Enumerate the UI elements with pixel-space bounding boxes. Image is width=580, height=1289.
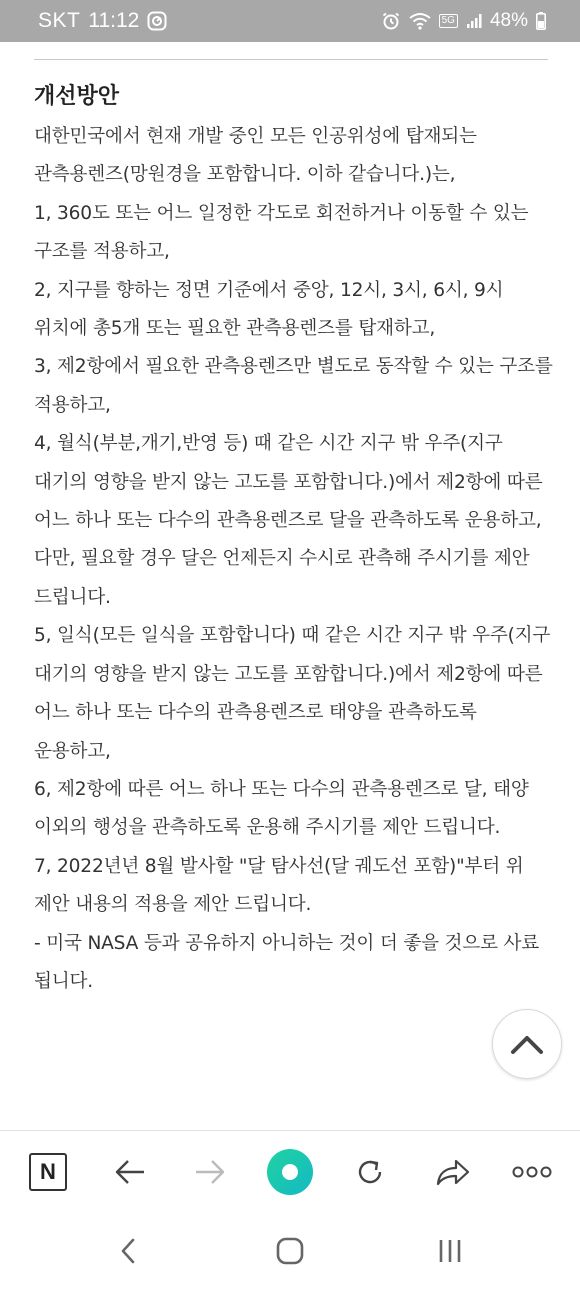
paragraph-item-6: 6, 제2항에 따른 어느 하나 또는 다수의 관측용렌즈로 달, 태양 이외의 행성을 관측하도록 운용해 주시기를 제안 드립니다. (34, 778, 529, 839)
refresh-button[interactable] (350, 1131, 390, 1213)
battery-icon (536, 12, 546, 30)
signal-icon (466, 13, 482, 29)
status-bar (0, 0, 580, 42)
browser-toolbar (0, 1130, 580, 1213)
wifi-icon (409, 12, 431, 30)
nav-back-button[interactable] (108, 1212, 148, 1289)
app-notification-icon (147, 11, 167, 31)
more-button[interactable] (510, 1131, 554, 1213)
back-button[interactable] (108, 1131, 152, 1213)
tabs-icon: N (29, 1153, 67, 1191)
network-5g-icon: 5G (439, 14, 458, 28)
green-dot-button[interactable] (266, 1131, 314, 1213)
refresh-icon (354, 1156, 386, 1188)
nav-recents-button[interactable] (430, 1212, 470, 1289)
forward-button[interactable] (188, 1131, 232, 1213)
paragraph-item-3: 3, 제2항에서 필요한 관측용렌즈만 별도로 동작할 수 있는 구조를 적용하고, (34, 356, 553, 416)
system-nav-bar (0, 1212, 580, 1289)
paragraph-intro: 대한민국에서 현재 개발 중인 모든 인공위성에 탑재되는 관측용렌즈(망원경을 포함합니다. 이하 같습니다.)는, (34, 126, 477, 186)
share-icon (435, 1157, 471, 1187)
status-left (38, 0, 167, 42)
paragraph-item-1: 1, 360도 또는 어느 일정한 각도로 회전하거나 이동할 수 있는 구조를 적용하고, (34, 202, 529, 263)
more-icon (512, 1166, 552, 1178)
nav-home-button[interactable] (268, 1212, 312, 1289)
status-right (381, 0, 546, 42)
nav-recents-icon (437, 1238, 463, 1264)
content-divider (34, 59, 548, 60)
paragraph-item-4: 4, 월식(부분,개기,반영 등) 때 같은 시간 지구 밖 우주(지구 대기의 영향을 받지 않는 고도를 포함합니다.)에서 제2항에 따른 어느 하나 또는 다수의 관측용렌즈로 달을 관측하도록 운용하고, (34, 433, 543, 532)
chevron-up-icon (510, 1033, 544, 1055)
paragraph-item-4-note: 다만, 필요할 경우 달은 언제든지 수시로 관측해 주시기를 제안 드립니다. (34, 548, 530, 608)
section-heading: 개선방안 (34, 84, 120, 109)
nav-back-icon (120, 1238, 136, 1264)
paragraph-item-7: 7, 2022년년 8월 발사할 "달 탐사선(달 궤도선 포함)"부터 위 제안 내용의 적용을 제안 드립니다. (34, 855, 524, 916)
share-button[interactable] (432, 1131, 474, 1213)
back-arrow-icon (114, 1159, 146, 1185)
paragraph-note: - 미국 NASA 등과 공유하지 아니하는 것이 더 좋을 것으로 사료 됩니다. (34, 932, 540, 992)
tabs-button[interactable] (28, 1131, 68, 1213)
battery-percent: 48% (489, 10, 528, 31)
green-dot-icon (267, 1149, 313, 1195)
scroll-to-top-button[interactable] (492, 1009, 562, 1079)
paragraph-item-5: 5, 일식(모든 일식을 포함합니다) 때 같은 시간 지구 밖 우주(지구 대기의 영향을 받지 않는 고도를 포함합니다.)에서 제2항에 따른 어느 하나 또는 다수의 관측용렌즈로 태양을 관측하도록 운용하고, (34, 625, 551, 762)
carrier-label: SKT (38, 9, 81, 32)
nav-home-icon (276, 1237, 304, 1265)
paragraph-item-2: 2, 지구를 향하는 정면 기준에서 중앙, 12시, 3시, 6시, 9시 위치에 총5개 또는 필요한 관측용렌즈를 탑재하고, (34, 279, 504, 340)
article-body (34, 78, 554, 1001)
forward-arrow-icon (194, 1159, 226, 1185)
alarm-icon (381, 11, 401, 31)
clock: 11:12 (88, 9, 140, 32)
